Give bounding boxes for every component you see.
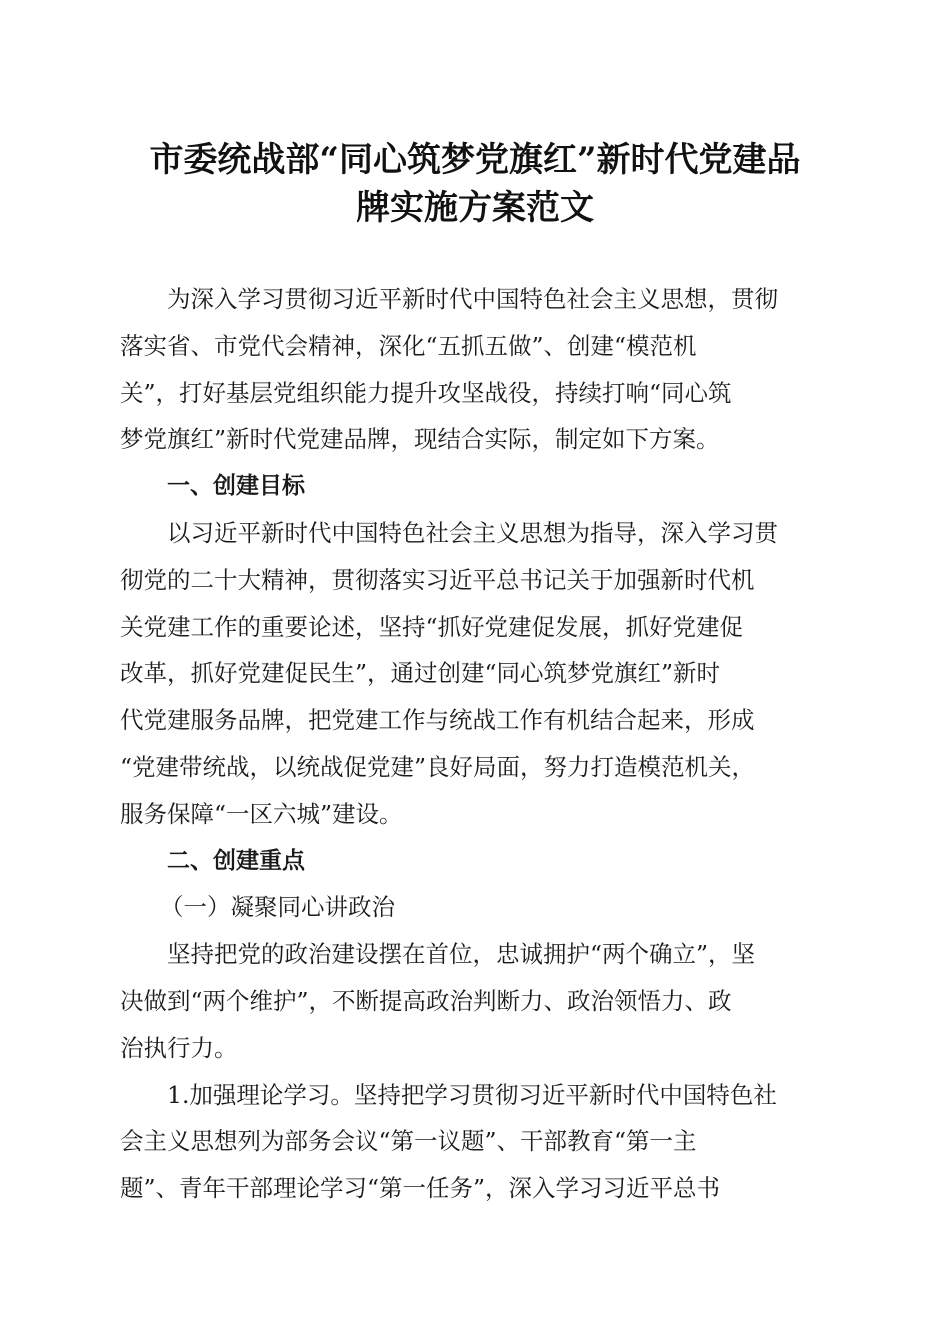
paragraph-line: “党建带统战，以统战促党建”良好局面，努力打造模范机关，	[120, 752, 756, 781]
paragraph-line: 治执行力。	[120, 1033, 238, 1062]
title-line: 市委统战部“同心筑梦党旗红”新时代党建品	[149, 140, 801, 180]
paragraph-line: 关”，打好基层党组织能力提升攻坚战役，持续打响“同心筑	[120, 378, 732, 407]
paragraph-line: 梦党旗红”新时代党建品牌，现结合实际，制定如下方案。	[120, 425, 720, 454]
paragraph-line: 彻党的二十大精神，贯彻落实习近平总书记关于加强新时代机	[120, 565, 755, 594]
paragraph-line: 服务保障“一区六城”建设。	[120, 799, 403, 828]
document-title	[100, 136, 850, 232]
paragraph-line: 决做到“两个维护”，不断提高政治判断力、政治领悟力、政	[120, 986, 732, 1015]
section-heading: 一、创建目标	[167, 473, 305, 500]
title-line: 牌实施方案范文	[356, 188, 594, 228]
paragraph-line: 代党建服务品牌，把党建工作与统战工作有机结合起来，形成	[120, 706, 755, 735]
document-body	[120, 276, 840, 1212]
paragraph-line: 题”、青年干部理论学习“第一任务”，深入学习习近平总书	[120, 1174, 721, 1203]
paragraph-line: 1.加强理论学习。坚持把学习贯彻习近平新时代中国特色社	[167, 1080, 777, 1109]
section-heading: 二、创建重点	[167, 847, 305, 874]
paragraph-line: 改革，抓好党建促民生”，通过创建“同心筑梦党旗红”新时	[120, 659, 721, 688]
paragraph-line: 关党建工作的重要论述，坚持“抓好党建促发展，抓好党建促	[120, 612, 744, 641]
paragraph-line: 会主义思想列为部务会议“第一议题”、干部教育“第一主	[120, 1127, 697, 1156]
paragraph-line: 以习近平新时代中国特色社会主义思想为指导，深入学习贯	[167, 518, 778, 547]
paragraph-line: 坚持把党的政治建设摆在首位，忠诚拥护“两个确立”，坚	[167, 940, 756, 969]
paragraph-line: 为深入学习贯彻习近平新时代中国特色社会主义思想，贯彻	[167, 285, 778, 313]
paragraph-line: 落实省、市党代会精神，深化“五抓五做”、创建“模范机	[120, 331, 697, 360]
subsection-heading: （一）凝聚同心讲政治	[160, 893, 395, 922]
